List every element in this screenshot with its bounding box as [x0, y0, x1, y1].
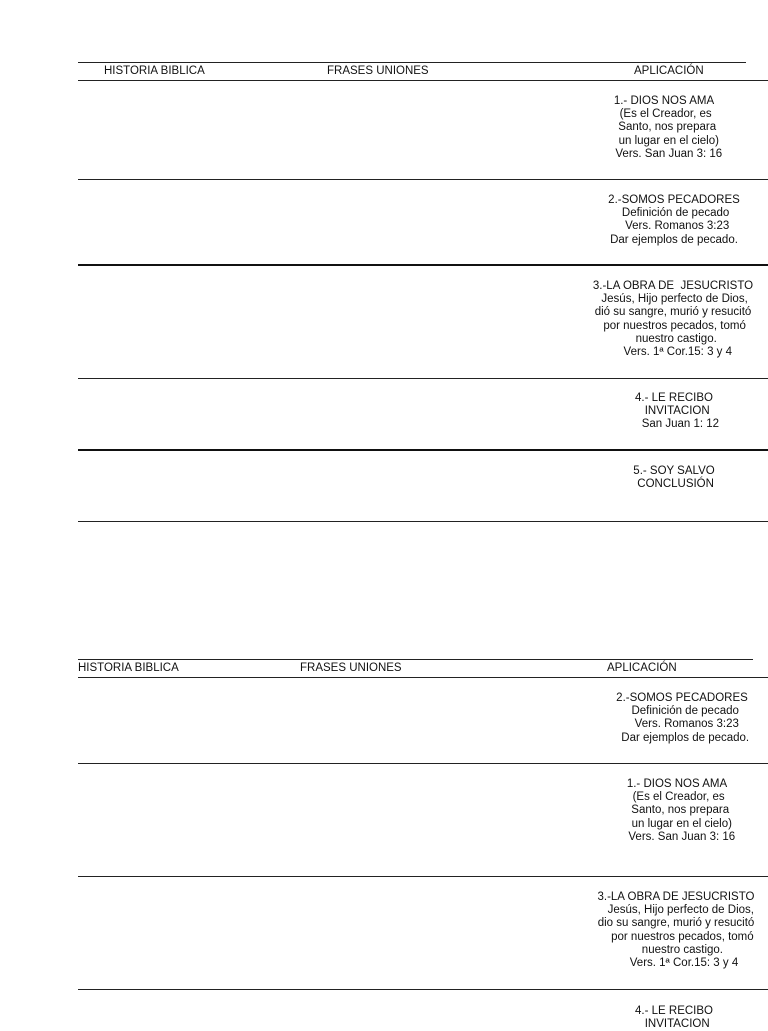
header-frases-uniones: FRASES UNIONES [327, 65, 429, 77]
row-2-aplicacion: 1.- DIOS NOS AMA (Es el Creador, es Santo, nos prepara un lugar en el cielo) Vers. San Juan 3: 16 [626, 778, 736, 843]
row-3-aplicacion: 3.-LA OBRA DE JESUCRISTO Jesús, Hijo perfecto de Dios, dió su sangre, murió y resucitó por nuestros pecados, tomó nuestro castigo. Vers. 1ª Cor.15: 3 y 4 [592, 280, 754, 359]
row-3-aplicacion: 3.-LA OBRA DE JESUCRISTO Jesús, Hijo perfecto de Dios, dio su sangre, murió y resucitó por nuestros pecados, tomó nuestro castigo. Vers. 1ª Cor.15: 3 y 4 [597, 891, 755, 970]
row-1-aplicacion: 1.- DIOS NOS AMA (Es el Creador, es Santo, nos prepara un lugar en el cielo) Vers. San Juan 3: 16 [613, 95, 723, 160]
row-divider [78, 179, 768, 180]
row-divider [78, 989, 768, 990]
row-1-aplicacion: 2.-SOMOS PECADORES Definición de pecado Vers. Romanos 3:23 Dar ejemplos de pecado. [616, 692, 750, 744]
row-divider [78, 876, 768, 877]
table-top-rule [78, 62, 746, 63]
header-aplicacion: APLICACIÓN [634, 65, 704, 77]
header-aplicacion: APLICACIÓN [607, 662, 677, 674]
table-top-rule [78, 659, 753, 660]
header-historia-biblica: HISTORIA BIBLICA [104, 65, 205, 77]
row-4-aplicacion: 4.- LE RECIBO INVITACION [635, 1005, 713, 1031]
header-frases-uniones: FRASES UNIONES [300, 662, 402, 674]
row-4-aplicacion: 4.- LE RECIBO INVITACION San Juan 1: 12 [635, 392, 720, 431]
row-divider [78, 763, 768, 764]
table-header-row [0, 661, 768, 677]
row-divider [78, 264, 768, 266]
table-bottom-rule [78, 521, 768, 522]
header-bottom-rule [78, 80, 768, 81]
header-bottom-rule [78, 677, 768, 678]
row-divider [78, 378, 768, 379]
row-2-aplicacion: 2.-SOMOS PECADORES Definición de pecado Vers. Romanos 3:23 Dar ejemplos de pecado. [608, 194, 740, 246]
table-header-row [0, 64, 768, 80]
header-historia-biblica: HISTORIA BIBLICA [78, 662, 179, 674]
row-5-aplicacion: 5.- SOY SALVO CONCLUSIÓN [633, 465, 715, 491]
row-divider [78, 449, 768, 451]
